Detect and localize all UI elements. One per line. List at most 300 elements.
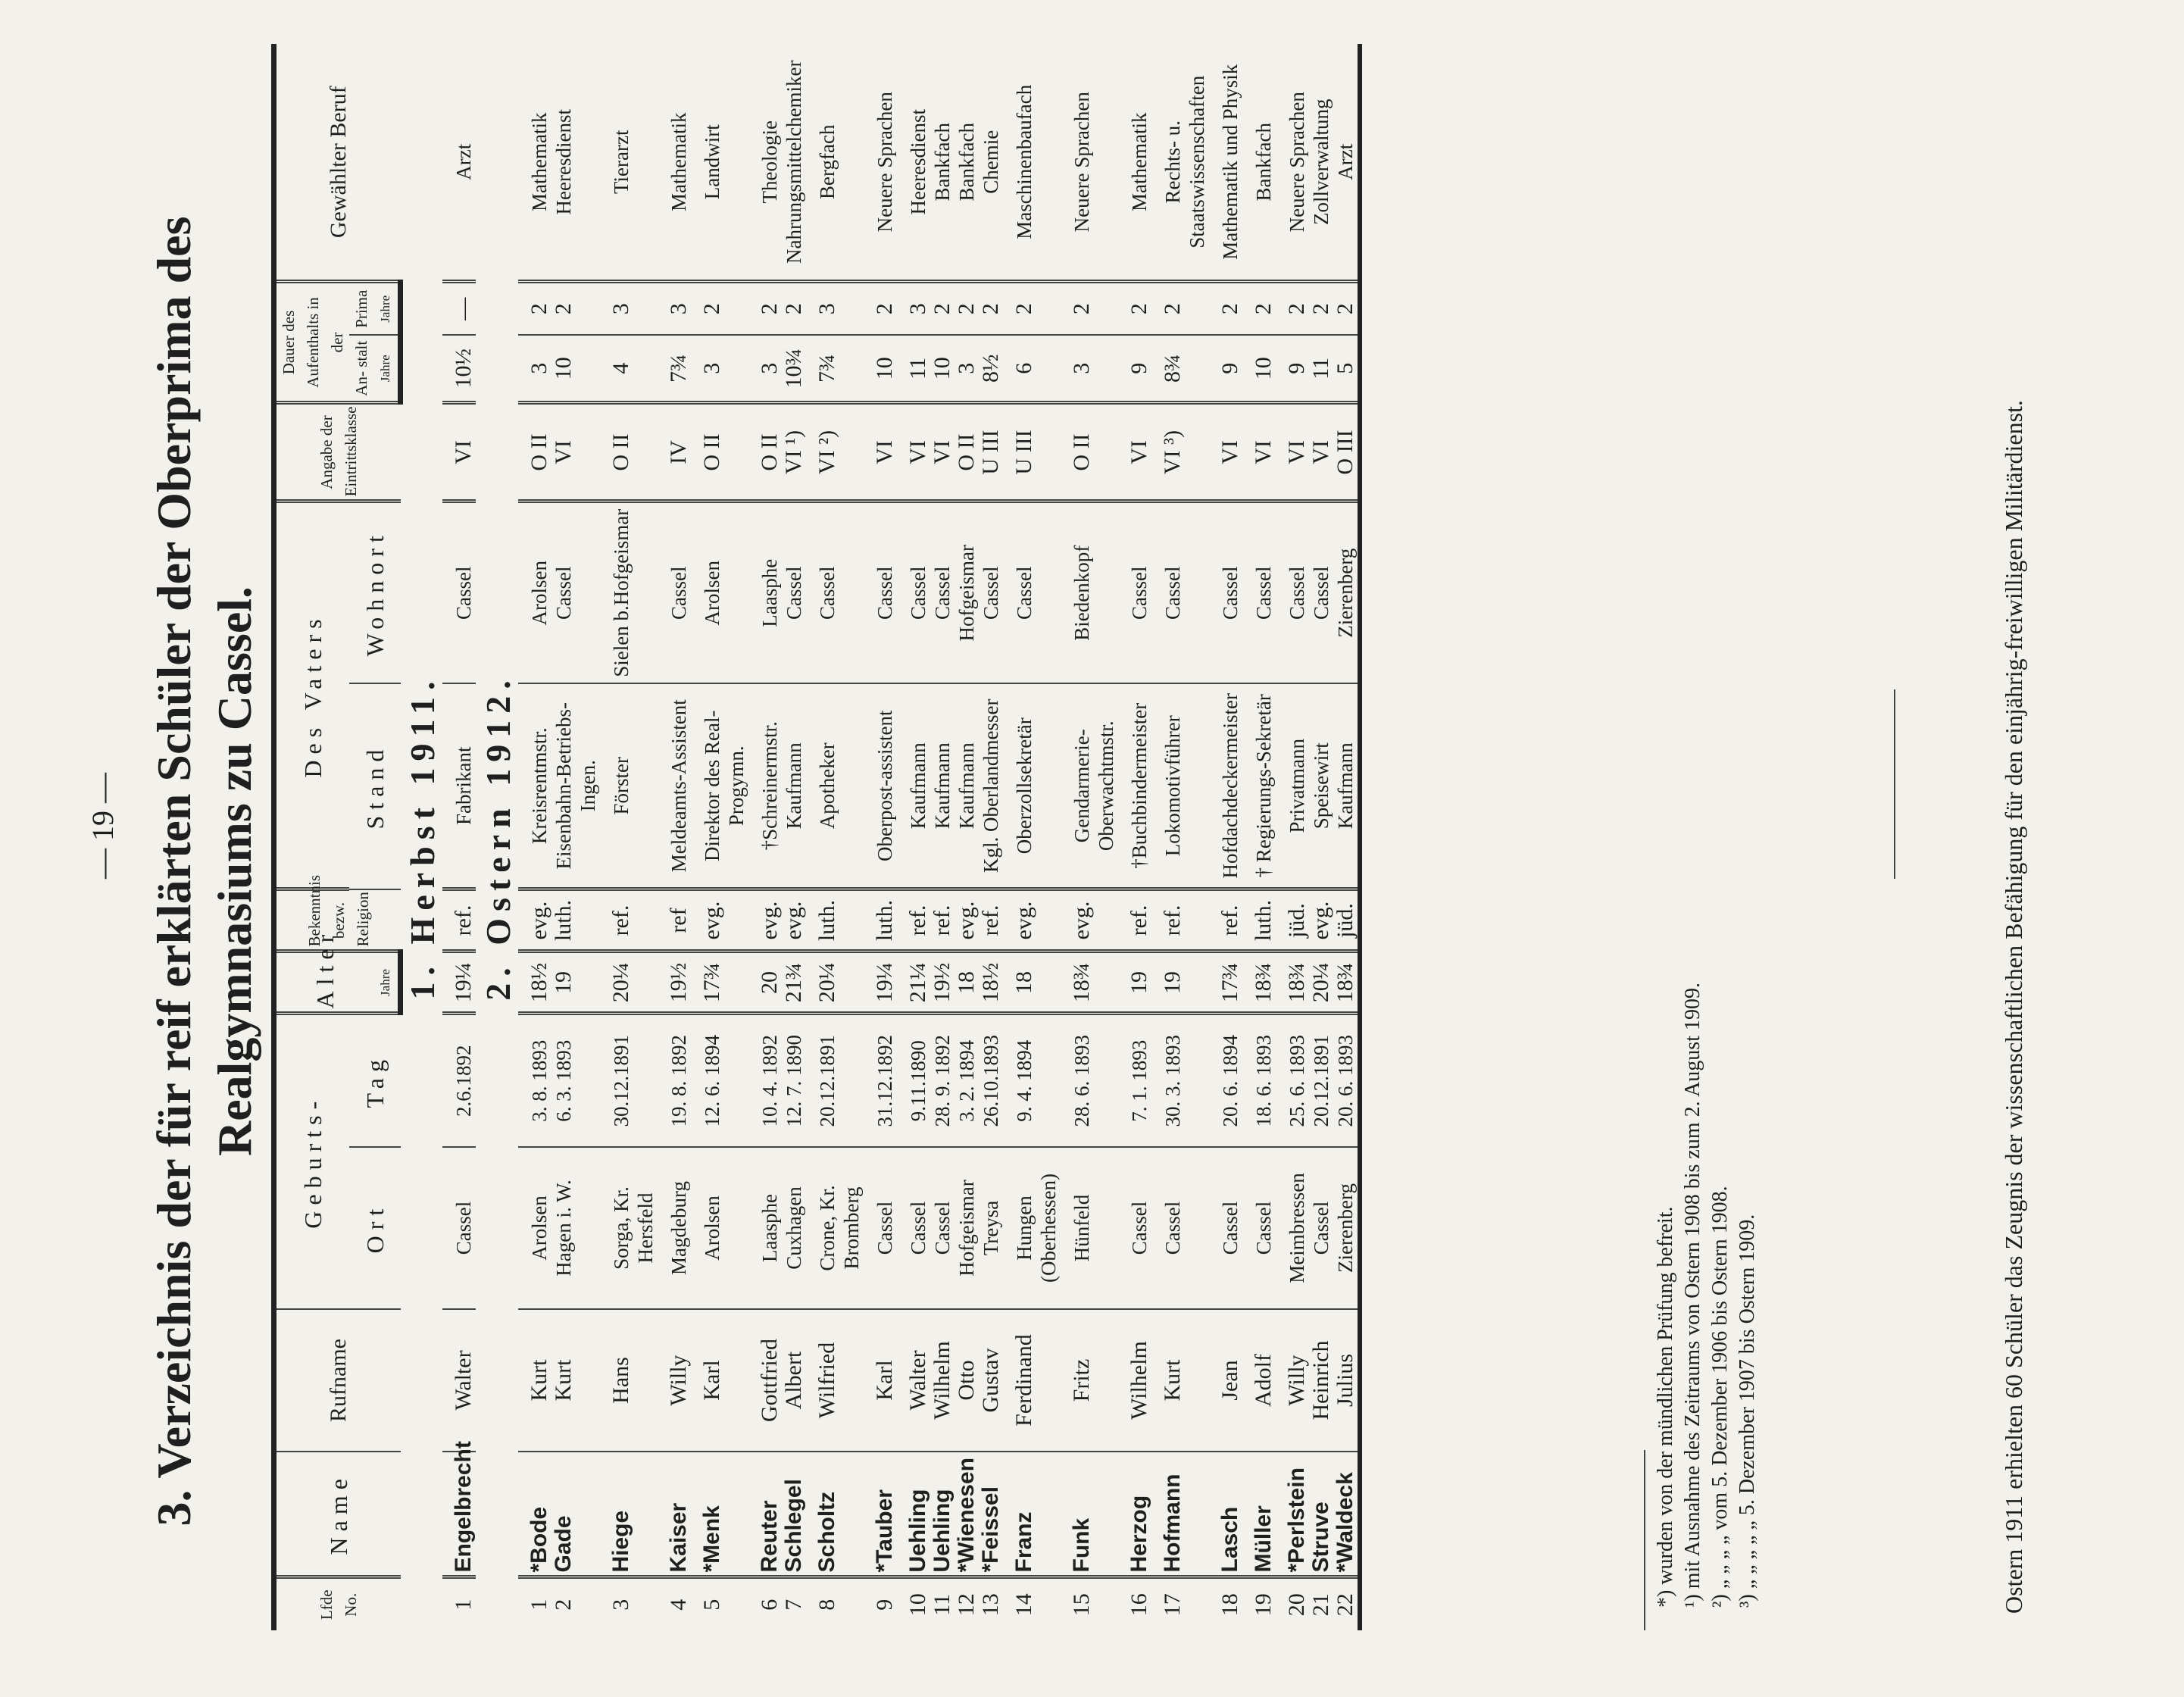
cell-tag: 25. 6. 1893 bbox=[1276, 1014, 1309, 1147]
cell-wohnort: Cassel bbox=[551, 502, 600, 683]
cell-beruf: Neuere Sprachen bbox=[864, 44, 897, 282]
cell-rel: evg. bbox=[1061, 889, 1118, 952]
cell-wohnort: Cassel bbox=[1003, 502, 1061, 683]
cell-prima: 2 bbox=[1118, 282, 1151, 335]
cell-stand: Kaufmann bbox=[782, 683, 806, 889]
cell-tag: 7. 1. 1893 bbox=[1118, 1014, 1151, 1147]
cell-ort: Cassel bbox=[442, 1147, 476, 1309]
cell-prima: 2 bbox=[1151, 282, 1209, 335]
cell-rufname: Kurt bbox=[551, 1309, 600, 1452]
cell-alter: 18¾ bbox=[1061, 952, 1118, 1014]
section-label: 1. Herbst 1911. bbox=[403, 674, 442, 1000]
cell-tag: 6. 3. 1893 bbox=[551, 1014, 600, 1147]
cell-ort: Arolsen bbox=[518, 1147, 551, 1309]
header-alter: Alter bbox=[274, 952, 374, 1014]
cell-tag: 31.12.1892 bbox=[864, 1014, 897, 1147]
cell-name: *Waldeck bbox=[1333, 1452, 1360, 1577]
cell-prima: 2 bbox=[1061, 282, 1118, 335]
table-row bbox=[930, 44, 955, 1630]
cell-ort: Meimbressen bbox=[1276, 1147, 1309, 1309]
cell-alter: 18¾ bbox=[1242, 952, 1276, 1014]
cell-beruf: Bergfach bbox=[806, 44, 864, 282]
header-anstalt: An- stalt bbox=[349, 335, 373, 403]
cell-prima: 2 bbox=[782, 282, 806, 335]
cell-name: Lasch bbox=[1209, 1452, 1242, 1577]
cell-nr: 12 bbox=[954, 1593, 979, 1617]
cell-rel: ref. bbox=[442, 889, 476, 952]
cell-ort: Hofgeismar bbox=[955, 1147, 979, 1309]
page-title bbox=[144, 129, 265, 1614]
cell-eintritt: VI ³) bbox=[1151, 403, 1209, 502]
table-row bbox=[1151, 44, 1209, 1630]
cell-prima: 2 bbox=[518, 282, 551, 335]
cell-tag: 30.12.1891 bbox=[600, 1014, 658, 1147]
cell-rel: ref. bbox=[1209, 889, 1242, 952]
cell-tag: 19. 8. 1892 bbox=[658, 1014, 691, 1147]
cell-anstalt: 8½ bbox=[979, 335, 1003, 403]
cell-prima: 3 bbox=[658, 282, 691, 335]
cell-tag: 30. 3. 1893 bbox=[1151, 1014, 1209, 1147]
cell-prima: 2 bbox=[864, 282, 897, 335]
cell-prima: 2 bbox=[1309, 282, 1333, 335]
cell-wohnort: Cassel bbox=[1309, 502, 1333, 683]
cell-tag: 2.6.1892 bbox=[442, 1014, 476, 1147]
table-row bbox=[782, 44, 806, 1630]
cell-rel: evg. bbox=[691, 889, 748, 952]
cell-stand: Fabrikant bbox=[442, 683, 476, 889]
table-row bbox=[691, 44, 748, 1630]
table-row bbox=[1309, 44, 1333, 1630]
cell-prima: 2 bbox=[748, 282, 782, 335]
cell-nr: 16 bbox=[1126, 1593, 1151, 1617]
cell-ort: Cassel bbox=[930, 1147, 955, 1309]
cell-stand: Privatmann bbox=[1276, 683, 1309, 889]
cell-prima: 2 bbox=[1276, 282, 1309, 335]
cell-alter: 19¼ bbox=[864, 952, 897, 1014]
table-row bbox=[979, 44, 1003, 1630]
table-row bbox=[1276, 44, 1309, 1630]
cell-name: *Feissel bbox=[979, 1452, 1003, 1577]
cell-rel: jüd. bbox=[1333, 889, 1360, 952]
cell-name: Reuter bbox=[748, 1452, 782, 1577]
cell-stand: Oberzollsekretär bbox=[1003, 683, 1061, 889]
cell-rufname: Julius bbox=[1333, 1309, 1360, 1452]
cell-nr: 13 bbox=[978, 1593, 1003, 1617]
cell-nr: 11 bbox=[930, 1593, 955, 1616]
cell-alter: 17¾ bbox=[1209, 952, 1242, 1014]
cell-wohnort: Biedenkopf bbox=[1061, 502, 1118, 683]
cell-stand: Direktor des Real-Progymn. bbox=[691, 683, 748, 889]
cell-anstalt: 8¾ bbox=[1151, 335, 1209, 403]
cell-rufname: Willy bbox=[1276, 1309, 1309, 1452]
cell-ort: Cassel bbox=[897, 1147, 930, 1309]
cell-anstalt: 11 bbox=[1309, 335, 1333, 403]
table-row bbox=[518, 44, 551, 1630]
cell-name: Uehling bbox=[897, 1452, 930, 1577]
cell-nr: 5 bbox=[699, 1599, 724, 1611]
cell-anstalt: 7¾ bbox=[658, 335, 691, 403]
cell-eintritt: O II bbox=[600, 403, 658, 502]
cell-alter: 21¾ bbox=[782, 952, 806, 1014]
cell-wohnort: Cassel bbox=[806, 502, 864, 683]
cell-rel: evg. bbox=[782, 889, 806, 952]
cell-anstalt: 5 bbox=[1333, 335, 1360, 403]
cell-wohnort: Cassel bbox=[658, 502, 691, 683]
cell-beruf: Mathematik bbox=[518, 44, 551, 282]
header-tag: Tag bbox=[349, 1014, 401, 1147]
cell-stand: †Buchbindermeister bbox=[1118, 683, 1151, 889]
cell-stand: Kreisrentmstr. bbox=[518, 683, 551, 889]
cell-rufname: Adolf bbox=[1242, 1309, 1276, 1452]
cell-wohnort: Cassel bbox=[1151, 502, 1209, 683]
cell-eintritt: O III bbox=[1333, 403, 1360, 502]
table-body bbox=[401, 44, 1361, 1630]
cell-ort: Hünfeld bbox=[1061, 1147, 1118, 1309]
cell-eintritt: O II bbox=[518, 403, 551, 502]
cell-eintritt: VI bbox=[1118, 403, 1151, 502]
cell-name: Herzog bbox=[1118, 1452, 1151, 1577]
cell-name: Engelbrecht bbox=[442, 1452, 476, 1577]
cell-anstalt: 10½ bbox=[442, 335, 476, 403]
cell-alter: 20¼ bbox=[806, 952, 864, 1014]
header-vater: Des Vaters bbox=[274, 502, 350, 889]
cell-eintritt: VI bbox=[930, 403, 955, 502]
section-heading bbox=[476, 44, 518, 1630]
cell-rufname: Wilfried bbox=[806, 1309, 864, 1452]
header-prima: Prima bbox=[349, 282, 373, 335]
cell-alter: 21¼ bbox=[897, 952, 930, 1014]
cell-rel: jüd. bbox=[1276, 889, 1309, 952]
cell-alter: 19 bbox=[1151, 952, 1209, 1014]
cell-alter: 20¼ bbox=[600, 952, 658, 1014]
cell-nr: 1 bbox=[451, 1599, 476, 1611]
header-geburts: Geburts- bbox=[274, 1014, 350, 1309]
closing-note: Ostern 1911 erhielten 60 Schüler das Zeugnis der wissenschaftlichen Befähigung für den einjährig-freiwilligen Militärdienst. bbox=[2000, 400, 2027, 1614]
cell-wohnort: Sielen b.Hofgeismar bbox=[600, 502, 658, 683]
cell-eintritt: VI bbox=[1242, 403, 1276, 502]
cell-tag: 20. 6. 1894 bbox=[1209, 1014, 1242, 1147]
header-eintritt: Angabe der Eintrittsklasse bbox=[274, 403, 401, 502]
cell-alter: 19½ bbox=[930, 952, 955, 1014]
cell-name: *Wienesen bbox=[955, 1452, 979, 1577]
cell-rufname: Walter bbox=[897, 1309, 930, 1452]
cell-rel: evg. bbox=[748, 889, 782, 952]
cell-rufname: Ferdinand bbox=[1003, 1309, 1061, 1452]
page-number: — 19 — bbox=[86, 773, 120, 879]
cell-stand: Kaufmann bbox=[897, 683, 930, 889]
cell-eintritt: VI bbox=[897, 403, 930, 502]
cell-wohnort: Cassel bbox=[864, 502, 897, 683]
cell-anstalt: 3 bbox=[748, 335, 782, 403]
cell-anstalt: 10¾ bbox=[782, 335, 806, 403]
cell-stand: Meldeamts-Assistent bbox=[658, 683, 691, 889]
cell-wohnort: Cassel bbox=[897, 502, 930, 683]
table-row bbox=[748, 44, 782, 1630]
cell-ort: Zierenberg bbox=[1333, 1147, 1360, 1309]
cell-wohnort: Cassel bbox=[930, 502, 955, 683]
cell-anstalt: 6 bbox=[1003, 335, 1061, 403]
cell-stand: Kaufmann bbox=[1333, 683, 1360, 889]
cell-beruf: Nahrungsmittelchemiker bbox=[782, 44, 806, 282]
cell-alter: 18 bbox=[1003, 952, 1061, 1014]
cell-beruf: Bankfach bbox=[1242, 44, 1276, 282]
cell-stand: † Regierungs-Sekretär bbox=[1242, 683, 1276, 889]
cell-anstalt: 3 bbox=[1061, 335, 1118, 403]
footnote-1: ¹) mit Ausnahme des Zeitraums von Ostern 1908 bis zum 2. August 1909. bbox=[1681, 983, 1704, 1608]
cell-beruf: Landwirt bbox=[691, 44, 748, 282]
cell-wohnort: Hofgeismar bbox=[955, 502, 979, 683]
cell-tag: 18. 6. 1893 bbox=[1242, 1014, 1276, 1147]
cell-prima: 3 bbox=[806, 282, 864, 335]
cell-prima: 3 bbox=[897, 282, 930, 335]
cell-eintritt: O II bbox=[1061, 403, 1118, 502]
cell-eintritt: VI bbox=[864, 403, 897, 502]
cell-beruf: Neuere Sprachen bbox=[1276, 44, 1309, 282]
header-alter-jahre: Jahre bbox=[373, 952, 401, 1014]
cell-prima: 2 bbox=[1003, 282, 1061, 335]
cell-alter: 20¼ bbox=[1309, 952, 1333, 1014]
cell-anstalt: 9 bbox=[1209, 335, 1242, 403]
cell-ort: Cassel bbox=[1151, 1147, 1209, 1309]
cell-tag: 28. 9. 1892 bbox=[930, 1014, 955, 1147]
cell-ort: Cassel bbox=[1242, 1147, 1276, 1309]
cell-nr: 17 bbox=[1160, 1593, 1185, 1617]
footnote-3: ³) „ „ „ „ „ 5. Dezember 1907 bis Ostern 1909. bbox=[1736, 1214, 1759, 1608]
cell-tag: 9.11.1890 bbox=[897, 1014, 930, 1147]
header-stand: Stand bbox=[349, 683, 401, 889]
table-row bbox=[864, 44, 897, 1630]
cell-name: Kaiser bbox=[658, 1452, 691, 1577]
cell-rel: ref bbox=[658, 889, 691, 952]
cell-rufname: Wilhelm bbox=[1118, 1309, 1151, 1452]
cell-anstalt: 10 bbox=[1242, 335, 1276, 403]
cell-rel: ref. bbox=[897, 889, 930, 952]
cell-stand: Lokomotivführer bbox=[1151, 683, 1209, 889]
cell-prima: 2 bbox=[1333, 282, 1360, 335]
cell-wohnort: Arolsen bbox=[691, 502, 748, 683]
cell-rufname: Karl bbox=[864, 1309, 897, 1452]
cell-rufname: Kurt bbox=[518, 1309, 551, 1452]
cell-anstalt: 3 bbox=[518, 335, 551, 403]
header-bekenntnis: Bekenntnis bezw. Religion bbox=[274, 889, 401, 952]
cell-wohnort: Cassel bbox=[1209, 502, 1242, 683]
cell-stand: Gendarmerie-Oberwachtmstr. bbox=[1061, 683, 1118, 889]
cell-stand: Apotheker bbox=[806, 683, 864, 889]
cell-stand: Eisenbahn-Betriebs-Ingen. bbox=[551, 683, 600, 889]
cell-name: Funk bbox=[1061, 1452, 1118, 1577]
cell-eintritt: VI bbox=[1309, 403, 1333, 502]
cell-anstalt: 10 bbox=[930, 335, 955, 403]
cell-beruf: Mathematik bbox=[1118, 44, 1151, 282]
cell-beruf: Arzt bbox=[442, 44, 476, 282]
cell-rufname: Otto bbox=[955, 1309, 979, 1452]
cell-ort: Cassel bbox=[1209, 1147, 1242, 1309]
cell-eintritt: VI bbox=[442, 403, 476, 502]
cell-eintritt: VI ¹) bbox=[782, 403, 806, 502]
cell-anstalt: 3 bbox=[955, 335, 979, 403]
cell-rufname: Walter bbox=[442, 1309, 476, 1452]
cell-prima: 2 bbox=[551, 282, 600, 335]
cell-beruf: Maschinenbaufach bbox=[1003, 44, 1061, 282]
table-row bbox=[600, 44, 658, 1630]
cell-tag: 12. 7. 1890 bbox=[782, 1014, 806, 1147]
cell-ort: Arolsen bbox=[691, 1147, 748, 1309]
cell-rufname: Karl bbox=[691, 1309, 748, 1452]
cell-alter: 18¾ bbox=[1276, 952, 1309, 1014]
cell-nr: 8 bbox=[814, 1599, 839, 1611]
cell-eintritt: VI bbox=[1276, 403, 1309, 502]
cell-rel: ref. bbox=[1151, 889, 1209, 952]
cell-ort: Hungen (Oberhessen) bbox=[1003, 1147, 1061, 1309]
cell-nr: 4 bbox=[666, 1599, 691, 1611]
cell-name: Hiege bbox=[600, 1452, 658, 1577]
cell-rel: luth. bbox=[806, 889, 864, 952]
cell-wohnort: Cassel bbox=[1276, 502, 1309, 683]
cell-prima: 3 bbox=[600, 282, 658, 335]
header-rufname: Rufname bbox=[274, 1309, 401, 1452]
cell-tag: 20. 6. 1893 bbox=[1333, 1014, 1360, 1147]
cell-eintritt: IV bbox=[658, 403, 691, 502]
graduates-table bbox=[271, 44, 1362, 1630]
cell-beruf: Rechts- u. Staatswissenschaften bbox=[1151, 44, 1209, 282]
table-row bbox=[955, 44, 979, 1630]
cell-eintritt: VI ²) bbox=[806, 403, 864, 502]
cell-wohnort: Laasphe bbox=[748, 502, 782, 683]
cell-anstalt: 10 bbox=[864, 335, 897, 403]
cell-beruf: Zollverwaltung bbox=[1309, 44, 1333, 282]
cell-nr: 20 bbox=[1284, 1593, 1309, 1617]
cell-name: Scholtz bbox=[806, 1452, 864, 1577]
cell-name: Struve bbox=[1309, 1452, 1333, 1577]
cell-ort: Cassel bbox=[1309, 1147, 1333, 1309]
cell-nr: 9 bbox=[872, 1599, 897, 1611]
cell-rufname: Fritz bbox=[1061, 1309, 1118, 1452]
cell-ort: Treysa bbox=[979, 1147, 1003, 1309]
cell-ort: Magdeburg bbox=[658, 1147, 691, 1309]
cell-ort: Sorga, Kr. Hersfeld bbox=[600, 1147, 658, 1309]
cell-prima: 2 bbox=[979, 282, 1003, 335]
cell-wohnort: Cassel bbox=[442, 502, 476, 683]
title-line-2: Realgymnasiums zu Cassel. bbox=[208, 586, 261, 1157]
cell-anstalt: 9 bbox=[1276, 335, 1309, 403]
cell-rufname: Gustav bbox=[979, 1309, 1003, 1452]
cell-stand: Förster bbox=[600, 683, 658, 889]
cell-ort: Cassel bbox=[864, 1147, 897, 1309]
table-row bbox=[1003, 44, 1061, 1630]
cell-nr: 14 bbox=[1011, 1593, 1036, 1617]
cell-anstalt: 4 bbox=[600, 335, 658, 403]
cell-name: *Bode bbox=[518, 1452, 551, 1577]
cell-stand: Oberpost-assistent bbox=[864, 683, 897, 889]
cell-ort: Cuxhagen bbox=[782, 1147, 806, 1309]
cell-beruf: Mathematik und Physik bbox=[1209, 44, 1242, 282]
cell-alter: 19 bbox=[551, 952, 600, 1014]
cell-beruf: Mathematik bbox=[658, 44, 691, 282]
cell-prima: 2 bbox=[955, 282, 979, 335]
cell-nr: 10 bbox=[905, 1593, 930, 1617]
cell-wohnort: Arolsen bbox=[518, 502, 551, 683]
cell-name: *Perlstein bbox=[1276, 1452, 1309, 1577]
cell-ort: Crone, Kr. Bromberg bbox=[806, 1147, 864, 1309]
cell-alter: 18 bbox=[955, 952, 979, 1014]
cell-rel: luth. bbox=[864, 889, 897, 952]
cell-wohnort: Zierenberg bbox=[1333, 502, 1360, 683]
cell-beruf: Bankfach bbox=[930, 44, 955, 282]
cell-tag: 26.10.1893 bbox=[979, 1014, 1003, 1147]
cell-rel: ref. bbox=[1118, 889, 1151, 952]
cell-eintritt: O II bbox=[691, 403, 748, 502]
cell-tag: 9. 4. 1894 bbox=[1003, 1014, 1061, 1147]
table-header bbox=[274, 44, 401, 1630]
cell-ort: Cassel bbox=[1118, 1147, 1151, 1309]
cell-name: Gade bbox=[551, 1452, 600, 1577]
table-row bbox=[1242, 44, 1276, 1630]
cell-rufname: Willy bbox=[658, 1309, 691, 1452]
cell-stand: Hofdachdeckermeister bbox=[1209, 683, 1242, 889]
cell-rel: ref. bbox=[930, 889, 955, 952]
cell-ort: Laasphe bbox=[748, 1147, 782, 1309]
header-ort: Ort bbox=[349, 1147, 401, 1309]
cell-alter: 19¼ bbox=[442, 952, 476, 1014]
cell-rufname: Kurt bbox=[1151, 1309, 1209, 1452]
cell-wohnort: Cassel bbox=[979, 502, 1003, 683]
section-label: 2. Ostern 1912. bbox=[479, 673, 517, 1001]
title-line-1: 3. Verzeichnis der für reif erklärten Schüler der Oberprima des bbox=[147, 216, 201, 1527]
cell-nr: 2 bbox=[551, 1599, 576, 1611]
cell-alter: 18½ bbox=[979, 952, 1003, 1014]
cell-anstalt: 9 bbox=[1118, 335, 1151, 403]
cell-beruf: Chemie bbox=[979, 44, 1003, 282]
cell-eintritt: O II bbox=[748, 403, 782, 502]
cell-wohnort: Cassel bbox=[782, 502, 806, 683]
cell-beruf: Neuere Sprachen bbox=[1061, 44, 1118, 282]
cell-nr: 21 bbox=[1308, 1593, 1333, 1617]
table-row bbox=[1209, 44, 1242, 1630]
cell-tag: 3. 2. 1894 bbox=[955, 1014, 979, 1147]
cell-rufname: Gottfried bbox=[748, 1309, 782, 1452]
cell-rel: ref. bbox=[600, 889, 658, 952]
cell-rel: evg. bbox=[955, 889, 979, 952]
cell-nr: 22 bbox=[1333, 1577, 1360, 1630]
header-name: Name bbox=[274, 1452, 401, 1577]
table-row bbox=[442, 44, 476, 1630]
table-row bbox=[897, 44, 930, 1630]
cell-tag: 10. 4. 1892 bbox=[748, 1014, 782, 1147]
cell-name: Franz bbox=[1003, 1452, 1061, 1577]
cell-name: Müller bbox=[1242, 1452, 1276, 1577]
header-beruf: Gewählter Beruf bbox=[274, 44, 401, 282]
cell-beruf: Theologie bbox=[748, 44, 782, 282]
cell-rufname: Wilhelm bbox=[930, 1309, 955, 1452]
header-nr: Lfde No. bbox=[274, 1577, 401, 1630]
cell-nr: 6 bbox=[757, 1599, 782, 1611]
cell-rel: ref. bbox=[979, 889, 1003, 952]
cell-prima: — bbox=[442, 282, 476, 335]
cell-stand: Kaufmann bbox=[955, 683, 979, 889]
cell-tag: 12. 6. 1894 bbox=[691, 1014, 748, 1147]
cell-rufname: Jean bbox=[1209, 1309, 1242, 1452]
cell-nr: 15 bbox=[1069, 1593, 1094, 1617]
cell-rufname: Albert bbox=[782, 1309, 806, 1452]
cell-alter: 20 bbox=[748, 952, 782, 1014]
section-heading bbox=[401, 44, 443, 1630]
cell-name: Hofmann bbox=[1151, 1452, 1209, 1577]
table-row bbox=[1061, 44, 1118, 1630]
cell-prima: 2 bbox=[930, 282, 955, 335]
cell-alter: 19 bbox=[1118, 952, 1151, 1014]
cell-rufname: Hans bbox=[600, 1309, 658, 1452]
cell-eintritt: VI bbox=[1209, 403, 1242, 502]
